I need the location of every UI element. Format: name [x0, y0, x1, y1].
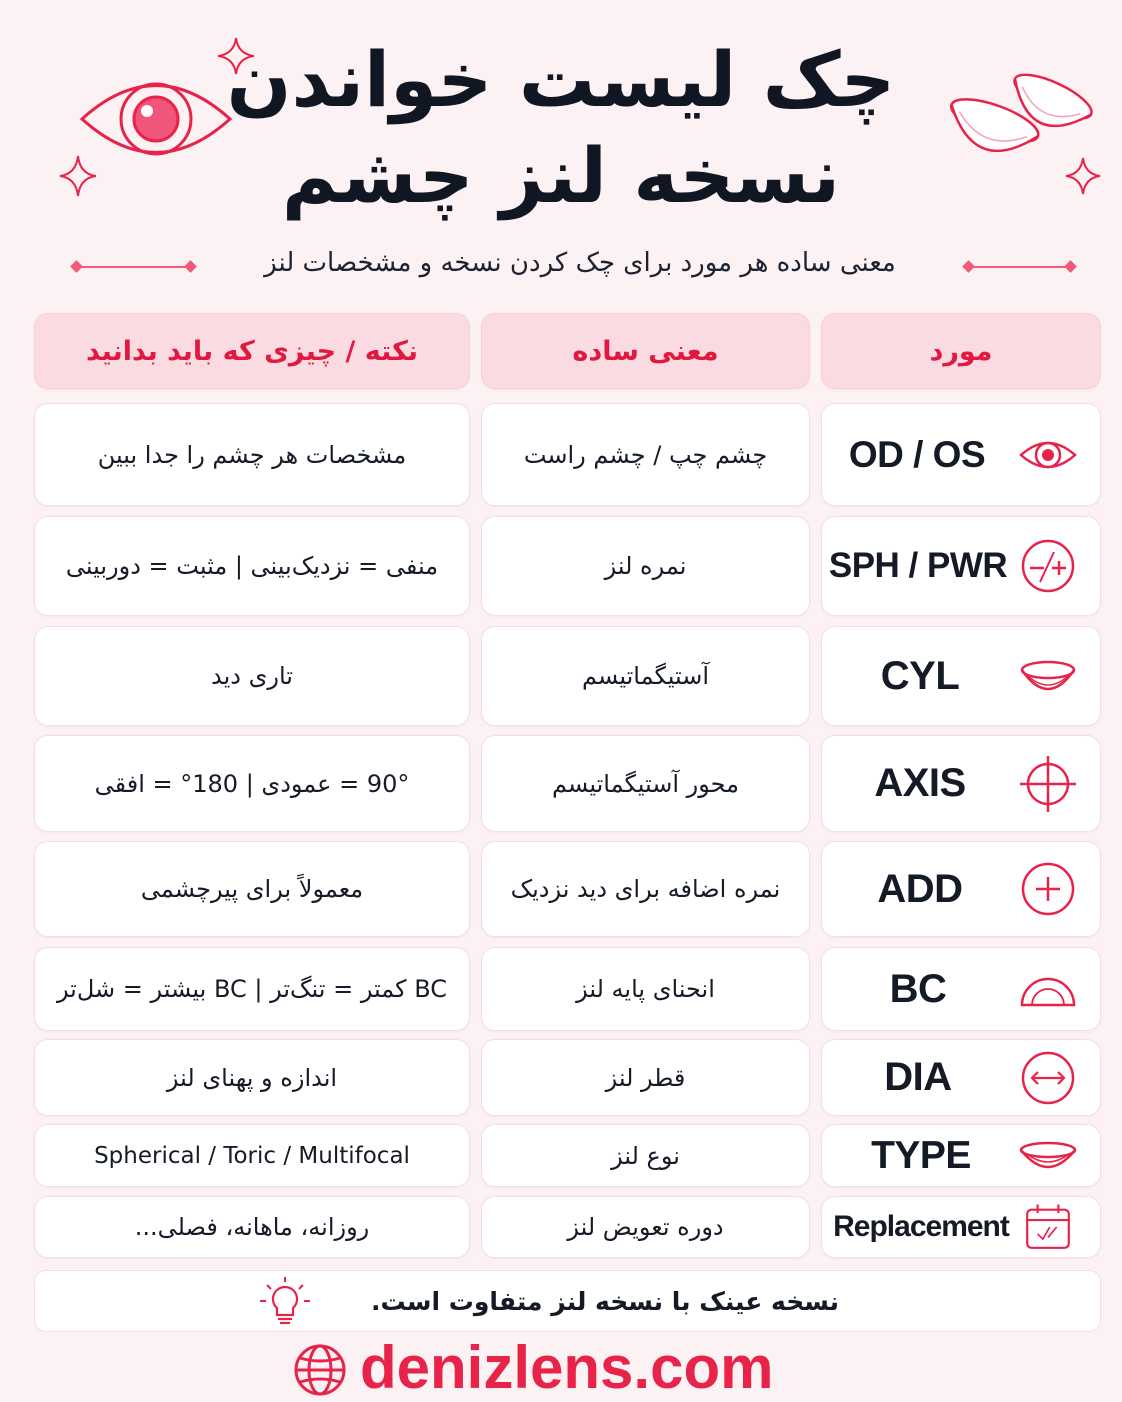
column-header-meaning	[481, 313, 810, 389]
plus-minus-icon	[1018, 536, 1078, 596]
crosshair-icon	[1018, 754, 1078, 814]
row-item-label: Replacement	[833, 1210, 1009, 1243]
lightbulb-icon	[257, 1275, 313, 1329]
row-add-item	[821, 841, 1101, 937]
row-item-label: BC	[889, 966, 947, 1011]
footer-note-box	[34, 1270, 1101, 1332]
row-cyl-meaning	[481, 626, 810, 726]
row-meaning: محور آستیگماتیسم	[552, 769, 739, 798]
row-meaning: قطر لنز	[605, 1063, 686, 1092]
page-title-line2: نسخه لنز چشم	[281, 131, 841, 220]
row-note: روزانه، ماهانه، فصلی...	[134, 1213, 370, 1241]
row-note: معمولاً برای پیرچشمی	[140, 875, 364, 903]
row-type-note	[34, 1124, 470, 1187]
row-add-note	[34, 841, 470, 937]
row-bc-meaning	[481, 947, 810, 1031]
row-meaning: نمره لنز	[604, 552, 687, 580]
row-item-label: OD / OS	[848, 433, 986, 475]
calendar-icon	[1022, 1201, 1074, 1253]
row-note: BC کمتر = تنگ‌تر | BC بیشتر = شل‌تر	[56, 975, 448, 1003]
row-add-meaning	[481, 841, 810, 937]
column-header-item-label: مورد	[929, 335, 993, 367]
decor-diamond	[1064, 260, 1077, 273]
row-od-os-meaning	[481, 403, 810, 506]
row-od-os-item	[821, 403, 1101, 506]
row-bc-note	[34, 947, 470, 1031]
row-item-label: AXIS	[874, 761, 966, 805]
website-link[interactable]: denizlens.com	[360, 1334, 774, 1401]
row-meaning: چشم چپ / چشم راست	[523, 440, 768, 469]
row-sph-meaning	[481, 516, 810, 616]
decor-diamond	[70, 260, 83, 273]
decor-diamond	[184, 260, 197, 273]
row-sph-item	[821, 516, 1101, 616]
row-dia-item	[821, 1039, 1101, 1116]
curve-icon	[1018, 959, 1078, 1019]
column-header-item	[821, 313, 1101, 389]
row-bc-item	[821, 947, 1101, 1031]
row-note: اندازه و پهنای لنز	[166, 1063, 338, 1092]
row-item-label: SPH / PWR	[828, 546, 1008, 585]
diameter-icon	[1018, 1048, 1078, 1108]
row-meaning: نمره اضافه برای دید نزدیک	[510, 875, 781, 903]
eye-icon	[1018, 425, 1078, 485]
decor-diamond	[962, 260, 975, 273]
row-item-label: ADD	[877, 866, 963, 911]
row-note: مشخصات هر چشم را جدا ببین	[97, 440, 407, 469]
row-replacement-item	[821, 1196, 1101, 1258]
column-header-meaning-label: معنی ساده	[572, 335, 719, 367]
row-cyl-note	[34, 626, 470, 726]
row-note: 90° = عمودی | 180° = افقی	[94, 769, 410, 798]
row-meaning: دوره تعویض لنز	[567, 1213, 724, 1241]
row-replacement-note	[34, 1196, 470, 1258]
column-header-note	[34, 313, 470, 389]
row-item-label: TYPE	[871, 1133, 971, 1177]
page-title-line1: چک لیست خواندن	[226, 35, 896, 124]
row-axis-note	[34, 735, 470, 832]
plus-circle-icon	[1018, 859, 1078, 919]
globe-icon	[292, 1342, 348, 1398]
row-type-item	[821, 1124, 1101, 1187]
row-replacement-meaning	[481, 1196, 810, 1258]
row-cyl-item	[821, 626, 1101, 726]
row-item-label: CYL	[880, 653, 960, 698]
decor-line-right	[968, 266, 1072, 268]
row-od-os-note	[34, 403, 470, 506]
row-note: منفی = نزدیک‌بینی | مثبت = دوربینی	[65, 552, 439, 580]
row-dia-meaning	[481, 1039, 810, 1116]
row-note: Spherical / Toric / Multifocal	[94, 1142, 410, 1169]
row-axis-meaning	[481, 735, 810, 832]
lens-type-icon	[1018, 1126, 1078, 1186]
row-type-meaning	[481, 1124, 810, 1187]
lens-icon	[1018, 646, 1078, 706]
footer-note-text: نسخه عینک با نسخه لنز متفاوت است.	[370, 1286, 840, 1316]
row-axis-item	[821, 735, 1101, 832]
decor-line-left	[76, 266, 192, 268]
row-note: تاری دید	[211, 662, 293, 690]
row-item-label: DIA	[884, 1055, 952, 1099]
row-dia-note	[34, 1039, 470, 1116]
subtitle: معنی ساده هر مورد برای چک کردن نسخه و مشخصات لنز	[264, 248, 896, 278]
row-sph-note	[34, 516, 470, 616]
column-header-note-label: نکته / چیزی که باید بدانید	[86, 335, 418, 367]
row-meaning: نوع لنز	[611, 1141, 680, 1170]
row-meaning: انحنای پایه لنز	[576, 975, 715, 1003]
row-meaning: آستیگماتیسم	[581, 662, 709, 690]
